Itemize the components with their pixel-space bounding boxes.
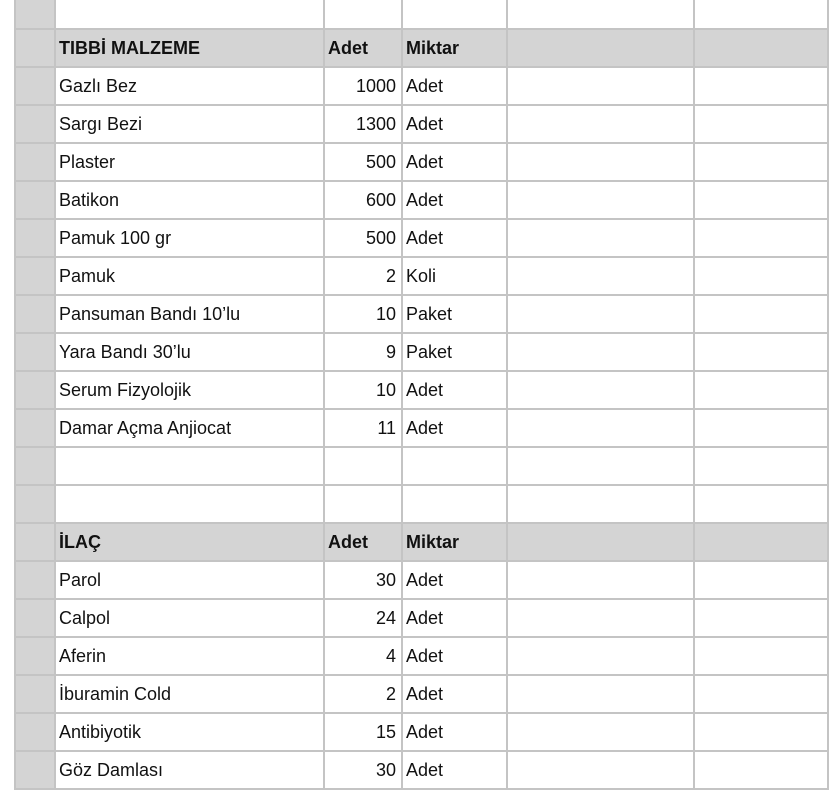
row-header-cell[interactable]: [14, 0, 56, 30]
section-title-cell[interactable]: TIBBİ MALZEME: [56, 30, 325, 68]
empty-cell[interactable]: [695, 676, 829, 714]
item-unit-cell[interactable]: Adet: [403, 68, 508, 106]
item-count-cell[interactable]: 2: [325, 676, 403, 714]
row-header-cell[interactable]: [14, 106, 56, 144]
item-name-cell[interactable]: Pansuman Bandı 10’lu: [56, 296, 325, 334]
item-count-cell[interactable]: 24: [325, 600, 403, 638]
empty-cell[interactable]: [508, 486, 695, 524]
item-count-cell[interactable]: 30: [325, 752, 403, 790]
row-header-cell[interactable]: [14, 182, 56, 220]
row-header-cell[interactable]: [14, 30, 56, 68]
item-count-cell[interactable]: 500: [325, 144, 403, 182]
item-unit-cell[interactable]: Adet: [403, 562, 508, 600]
item-count-cell[interactable]: 4: [325, 638, 403, 676]
item-unit-cell[interactable]: Adet: [403, 714, 508, 752]
row-header-cell[interactable]: [14, 448, 56, 486]
empty-cell[interactable]: [508, 752, 695, 790]
item-count-cell[interactable]: [325, 448, 403, 486]
empty-cell[interactable]: [508, 220, 695, 258]
row-header-cell[interactable]: [14, 334, 56, 372]
item-count-cell[interactable]: 30: [325, 562, 403, 600]
row-header-cell[interactable]: [14, 486, 56, 524]
empty-cell[interactable]: [508, 334, 695, 372]
row-header-cell[interactable]: [14, 410, 56, 448]
item-unit-cell[interactable]: [403, 448, 508, 486]
item-unit-cell[interactable]: Adet: [403, 106, 508, 144]
item-count-cell[interactable]: 11: [325, 410, 403, 448]
item-name-cell[interactable]: Serum Fizyolojik: [56, 372, 325, 410]
table-row: [0, 106, 829, 144]
empty-cell[interactable]: [508, 106, 695, 144]
item-unit-cell[interactable]: Adet: [403, 182, 508, 220]
empty-row: [0, 0, 829, 30]
item-name-cell[interactable]: Plaster: [56, 144, 325, 182]
item-unit-cell[interactable]: Koli: [403, 258, 508, 296]
empty-cell[interactable]: [508, 372, 695, 410]
item-count-cell[interactable]: 1000: [325, 68, 403, 106]
item-count-cell[interactable]: [325, 486, 403, 524]
row-header-cell[interactable]: [14, 144, 56, 182]
empty-cell[interactable]: [695, 448, 829, 486]
section-header-row: [0, 30, 829, 68]
item-unit-cell[interactable]: Adet: [403, 600, 508, 638]
item-unit-cell[interactable]: Adet: [403, 410, 508, 448]
item-name-cell[interactable]: Damar Açma Anjiocat: [56, 410, 325, 448]
item-unit-cell[interactable]: Adet: [403, 752, 508, 790]
item-name-cell[interactable]: Pamuk 100 gr: [56, 220, 325, 258]
empty-cell[interactable]: [695, 372, 829, 410]
section-header-row: [0, 524, 829, 562]
empty-cell[interactable]: [508, 296, 695, 334]
item-name-cell[interactable]: Batikon: [56, 182, 325, 220]
empty-cell[interactable]: [695, 106, 829, 144]
item-count-cell[interactable]: [325, 0, 403, 30]
empty-cell[interactable]: [695, 562, 829, 600]
table-row: [0, 410, 829, 448]
item-name-cell[interactable]: Calpol: [56, 600, 325, 638]
row-header-cell[interactable]: [14, 638, 56, 676]
empty-cell[interactable]: [508, 68, 695, 106]
item-name-cell[interactable]: Gazlı Bez: [56, 68, 325, 106]
table-row: [0, 182, 829, 220]
empty-cell[interactable]: [695, 524, 829, 562]
empty-row: [0, 448, 829, 486]
empty-cell[interactable]: [508, 0, 695, 30]
empty-cell[interactable]: [508, 410, 695, 448]
empty-cell[interactable]: [508, 562, 695, 600]
empty-cell[interactable]: [695, 220, 829, 258]
empty-cell[interactable]: [695, 600, 829, 638]
table-row: [0, 296, 829, 334]
empty-cell[interactable]: [695, 486, 829, 524]
table-row: [0, 562, 829, 600]
row-header-cell[interactable]: [14, 524, 56, 562]
section-title-cell[interactable]: İLAÇ: [56, 524, 325, 562]
table-row: [0, 752, 829, 790]
empty-cell[interactable]: [508, 448, 695, 486]
table-row: [0, 714, 829, 752]
item-count-cell[interactable]: 10: [325, 296, 403, 334]
empty-cell[interactable]: [695, 638, 829, 676]
row-header-cell[interactable]: [14, 562, 56, 600]
empty-cell[interactable]: [695, 144, 829, 182]
item-count-cell[interactable]: 15: [325, 714, 403, 752]
item-count-cell[interactable]: 9: [325, 334, 403, 372]
empty-cell[interactable]: [508, 600, 695, 638]
table-row: [0, 334, 829, 372]
empty-cell[interactable]: [695, 68, 829, 106]
item-unit-cell[interactable]: [403, 0, 508, 30]
item-unit-cell[interactable]: Adet: [403, 220, 508, 258]
empty-cell[interactable]: [695, 30, 829, 68]
item-unit-cell[interactable]: Adet: [403, 144, 508, 182]
item-name-cell[interactable]: Parol: [56, 562, 325, 600]
empty-cell[interactable]: [508, 144, 695, 182]
item-name-cell[interactable]: Pamuk: [56, 258, 325, 296]
row-header-cell[interactable]: [14, 296, 56, 334]
empty-cell[interactable]: [695, 714, 829, 752]
unit-header-cell[interactable]: Miktar: [403, 30, 508, 68]
table-row: [0, 258, 829, 296]
empty-cell[interactable]: [695, 258, 829, 296]
item-unit-cell[interactable]: [403, 486, 508, 524]
item-name-cell[interactable]: [56, 448, 325, 486]
item-count-cell[interactable]: 10: [325, 372, 403, 410]
row-header-cell[interactable]: [14, 676, 56, 714]
empty-cell[interactable]: [508, 182, 695, 220]
empty-cell[interactable]: [508, 524, 695, 562]
item-name-cell[interactable]: Aferin: [56, 638, 325, 676]
item-unit-cell[interactable]: Adet: [403, 676, 508, 714]
row-header-cell[interactable]: [14, 220, 56, 258]
table-row: [0, 144, 829, 182]
table-row: [0, 68, 829, 106]
item-name-cell[interactable]: [56, 0, 325, 30]
item-count-cell[interactable]: 1300: [325, 106, 403, 144]
empty-cell[interactable]: [695, 0, 829, 30]
item-name-cell[interactable]: Yara Bandı 30’lu: [56, 334, 325, 372]
item-name-cell[interactable]: Sargı Bezi: [56, 106, 325, 144]
table-row: [0, 372, 829, 410]
item-count-cell[interactable]: 2: [325, 258, 403, 296]
item-name-cell[interactable]: Antibiyotik: [56, 714, 325, 752]
unit-header-cell[interactable]: Miktar: [403, 524, 508, 562]
item-unit-cell[interactable]: Adet: [403, 638, 508, 676]
table-row: [0, 600, 829, 638]
empty-cell[interactable]: [695, 334, 829, 372]
item-name-cell[interactable]: [56, 486, 325, 524]
empty-cell[interactable]: [508, 30, 695, 68]
empty-cell[interactable]: [695, 296, 829, 334]
empty-cell[interactable]: [508, 258, 695, 296]
item-unit-cell[interactable]: Paket: [403, 334, 508, 372]
empty-cell[interactable]: [508, 676, 695, 714]
table-row: [0, 676, 829, 714]
empty-cell[interactable]: [695, 752, 829, 790]
item-name-cell[interactable]: Göz Damlası: [56, 752, 325, 790]
table-row: [0, 220, 829, 258]
item-name-cell[interactable]: İburamin Cold: [56, 676, 325, 714]
item-count-cell[interactable]: 500: [325, 220, 403, 258]
count-header-cell[interactable]: Adet: [325, 524, 403, 562]
row-header-cell[interactable]: [14, 68, 56, 106]
row-header-cell[interactable]: [14, 714, 56, 752]
table-row: [0, 638, 829, 676]
count-header-cell[interactable]: Adet: [325, 30, 403, 68]
row-header-cell[interactable]: [14, 752, 56, 790]
empty-cell[interactable]: [508, 714, 695, 752]
item-unit-cell[interactable]: Adet: [403, 372, 508, 410]
empty-cell[interactable]: [695, 182, 829, 220]
row-header-cell[interactable]: [14, 372, 56, 410]
item-count-cell[interactable]: 600: [325, 182, 403, 220]
empty-cell[interactable]: [695, 410, 829, 448]
item-unit-cell[interactable]: Paket: [403, 296, 508, 334]
empty-cell[interactable]: [508, 638, 695, 676]
empty-row: [0, 486, 829, 524]
row-header-cell[interactable]: [14, 258, 56, 296]
row-header-cell[interactable]: [14, 600, 56, 638]
